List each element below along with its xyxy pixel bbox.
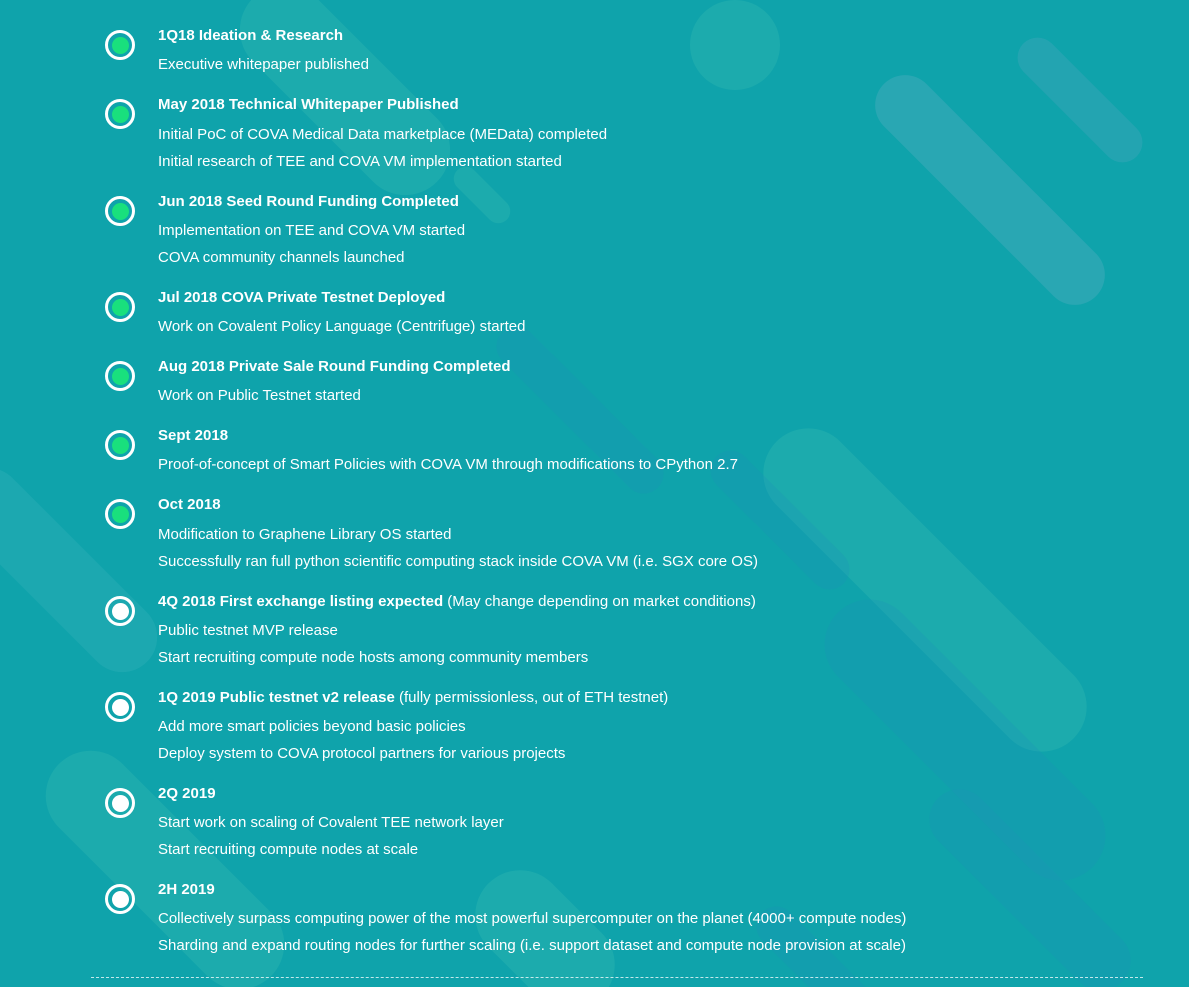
milestone-detail: Sharding and expand routing nodes for further scaling (i.e. support dataset and compute node provision at scale) [158, 937, 906, 954]
milestone-detail: Proof-of-concept of Smart Policies with COVA VM through modifications to CPython 2.7 [158, 456, 738, 473]
milestone-detail: Executive whitepaper published [158, 56, 369, 73]
milestone-detail: Successfully ran full python scientific computing stack inside COVA VM (i.e. SGX core OS) [158, 553, 758, 570]
milestone-title: Jul 2018 COVA Private Testnet Deployed [158, 289, 446, 306]
milestone-marker-pending [105, 788, 135, 818]
milestone-marker-done [105, 30, 135, 60]
marker-dot [112, 368, 129, 385]
milestone-detail: Start recruiting compute node hosts among community members [158, 649, 589, 666]
milestone-detail: Add more smart policies beyond basic policies [158, 718, 466, 735]
milestone-marker-done [105, 499, 135, 529]
milestone-detail: Work on Covalent Policy Language (Centrifuge) started [158, 318, 526, 335]
milestone-marker-done [105, 292, 135, 322]
milestone-title: 4Q 2018 First exchange listing expected (May change depending on market conditions) [158, 593, 756, 610]
milestone-marker-pending [105, 692, 135, 722]
marker-dot [112, 699, 129, 716]
marker-dot [112, 506, 129, 523]
milestone-title: 1Q 2019 Public testnet v2 release (fully permissionless, out of ETH testnet) [158, 689, 669, 706]
milestone-title: Oct 2018 [158, 496, 221, 513]
milestone-detail: Initial research of TEE and COVA VM implementation started [158, 153, 562, 170]
marker-dot [112, 37, 129, 54]
marker-dot [112, 437, 129, 454]
milestone-title: 2H 2019 [158, 881, 215, 898]
section-divider [91, 977, 1143, 978]
marker-dot [112, 299, 129, 316]
milestone-detail: Start recruiting compute nodes at scale [158, 841, 419, 858]
milestone-title: 2Q 2019 [158, 785, 216, 802]
milestone-detail: Modification to Graphene Library OS started [158, 526, 452, 543]
milestone-title: May 2018 Technical Whitepaper Published [158, 96, 459, 113]
milestone-marker-pending [105, 596, 135, 626]
milestone-title: Aug 2018 Private Sale Round Funding Completed [158, 358, 511, 375]
milestone-marker-pending [105, 884, 135, 914]
milestone-marker-done [105, 196, 135, 226]
marker-dot [112, 603, 129, 620]
milestone-marker-done [105, 430, 135, 460]
marker-dot [112, 795, 129, 812]
marker-dot [112, 203, 129, 220]
milestone-title: Sept 2018 [158, 427, 229, 444]
milestone-marker-done [105, 99, 135, 129]
milestone-detail: Start work on scaling of Covalent TEE network layer [158, 814, 504, 831]
milestone-marker-done [105, 361, 135, 391]
milestone-title: Jun 2018 Seed Round Funding Completed [158, 193, 459, 210]
milestone-detail: Collectively surpass computing power of the most powerful supercomputer on the planet (4000+ compute nodes) [158, 910, 907, 927]
milestone-title-note: (May change depending on market conditions) [443, 593, 756, 610]
milestone-detail: Work on Public Testnet started [158, 387, 361, 404]
milestone-detail: Deploy system to COVA protocol partners for various projects [158, 745, 566, 762]
milestone-detail: Public testnet MVP release [158, 622, 338, 639]
marker-dot [112, 106, 129, 123]
milestone-title: 1Q18 Ideation & Research [158, 27, 344, 44]
milestone-detail: COVA community channels launched [158, 249, 405, 266]
milestone-detail: Initial PoC of COVA Medical Data marketplace (MEData) completed [158, 126, 608, 143]
marker-dot [112, 891, 129, 908]
milestone-detail: Implementation on TEE and COVA VM started [158, 222, 466, 239]
milestone-title-note: (fully permissionless, out of ETH testnet) [394, 689, 669, 706]
